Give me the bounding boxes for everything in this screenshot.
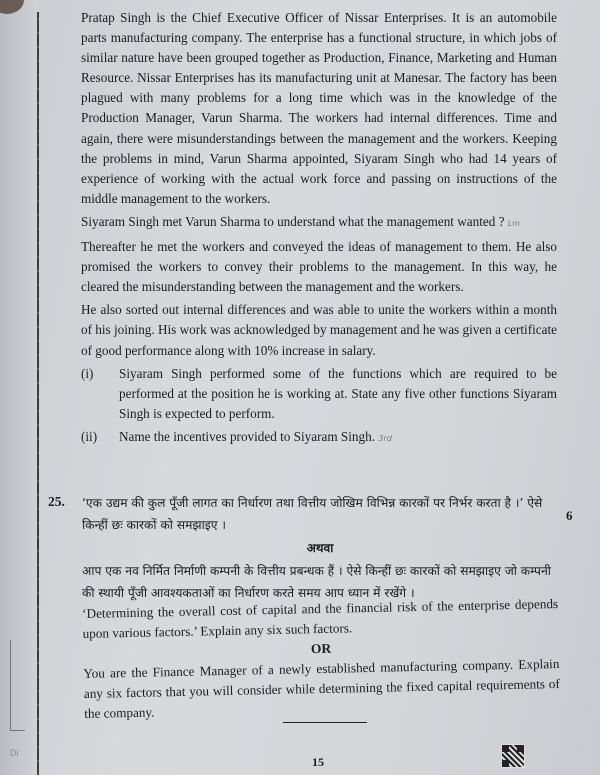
- case-passage-4: He also sorted out internal differences and was able to unite the workers within a month of his joining. His work was acknowledged by management and he was given a certificate of good performance along with 10% increase in salary.: [81, 302, 557, 358]
- margin-label: Di: [10, 748, 19, 758]
- sub-question-text: [119, 427, 557, 449]
- sub-question-text: Siyaram Singh performed some of the functions which are required to be performed at the position he is working at. State any five other functions Siyaram Singh is expected to perform.: [119, 365, 557, 421]
- question-25-body: [82, 492, 558, 724]
- hindi-question-1: ‘एक उद्यम की कुल पूँजी लागत का निर्धारण तथा वित्तीय जोखिम विभिन्न कारकों पर निर्भर करता है ।’ ऐसे किन्हीं छः कारकों को समझाइए ।: [82, 496, 543, 532]
- question-marks: 6: [566, 508, 573, 523]
- question-25-row: [48, 492, 558, 724]
- question-number: 25.: [48, 494, 65, 509]
- english-question-2: You are the Finance Manager of a newly established manufacturing company. Explain any six factors that you will consider while determining the fixed capital requirements of the company.: [83, 656, 560, 721]
- question-25: [48, 492, 558, 724]
- case-passage-3: Thereafter he met the workers and conveyed the ideas of management to them. He also promised the workers to convey their problems to the management. In this way, he cleared the misunderstanding between the management and the workers.: [81, 239, 557, 295]
- margin-box: [10, 640, 25, 731]
- or-separator-english: OR: [310, 640, 332, 657]
- handwritten-mark: 3rd: [378, 433, 392, 443]
- sub-question-ii: [81, 427, 557, 449]
- case-passage-2-text: Siyaram Singh met Varun Sharma to understand what the management wanted ?: [81, 213, 505, 229]
- page-number: 15: [312, 755, 324, 769]
- sub-question-i: [81, 364, 557, 424]
- margin-rule: [37, 12, 39, 775]
- end-of-paper-line: [283, 722, 367, 723]
- sub-question-text-body: Name the incentives provided to Siyaram Singh.: [119, 428, 376, 444]
- english-block: [82, 594, 560, 724]
- qr-code-icon: [501, 744, 525, 768]
- sub-question-number: (ii): [81, 428, 98, 444]
- or-separator-hindi: अथवा: [306, 541, 334, 555]
- case-passage: Pratap Singh is the Chief Executive Officer of Nissar Enterprises. It is an automobile parts manufacturing company. The enterprise has a functional structure, in which jobs of similar nature have been grouped together as Production, Finance, Marketing and Human Resource. Nissar Enterprises has its manufacturing unit at Manesar. The factory has been plagued with many problems for a long time which was in the knowledge of the Production Manager, Varun Sharma. The workers had internal differences. Time and again, there were misunderstandings between the management and the workers. Keeping the problems in mind, Varun Sharma appointed, Siyaram Singh who had 14 years of experience of working with the actual work force and passing on instructions of the middle management to the workers.: [81, 10, 557, 206]
- case-passage-2: [81, 212, 557, 234]
- sub-question-number: (i): [81, 365, 94, 381]
- question-24-content: [81, 8, 557, 452]
- english-question-1: ‘Determining the overall cost of capital and the financial risk of the enterprise depends upon various factors.’ Explain any six such factors.: [82, 596, 559, 641]
- hindi-question-2: आप एक नव निर्मित निर्माणी कम्पनी के वित्तीय प्रबन्धक हैं । ऐसे किन्हीं छः कारकों को समझाइए जो कम्पनी की स्थायी पूँजी आवश्यकताओं का निर्धारण करते समय आप ध्यान में रखेंगे ।: [82, 564, 551, 600]
- handwritten-mark: Lm: [507, 218, 521, 228]
